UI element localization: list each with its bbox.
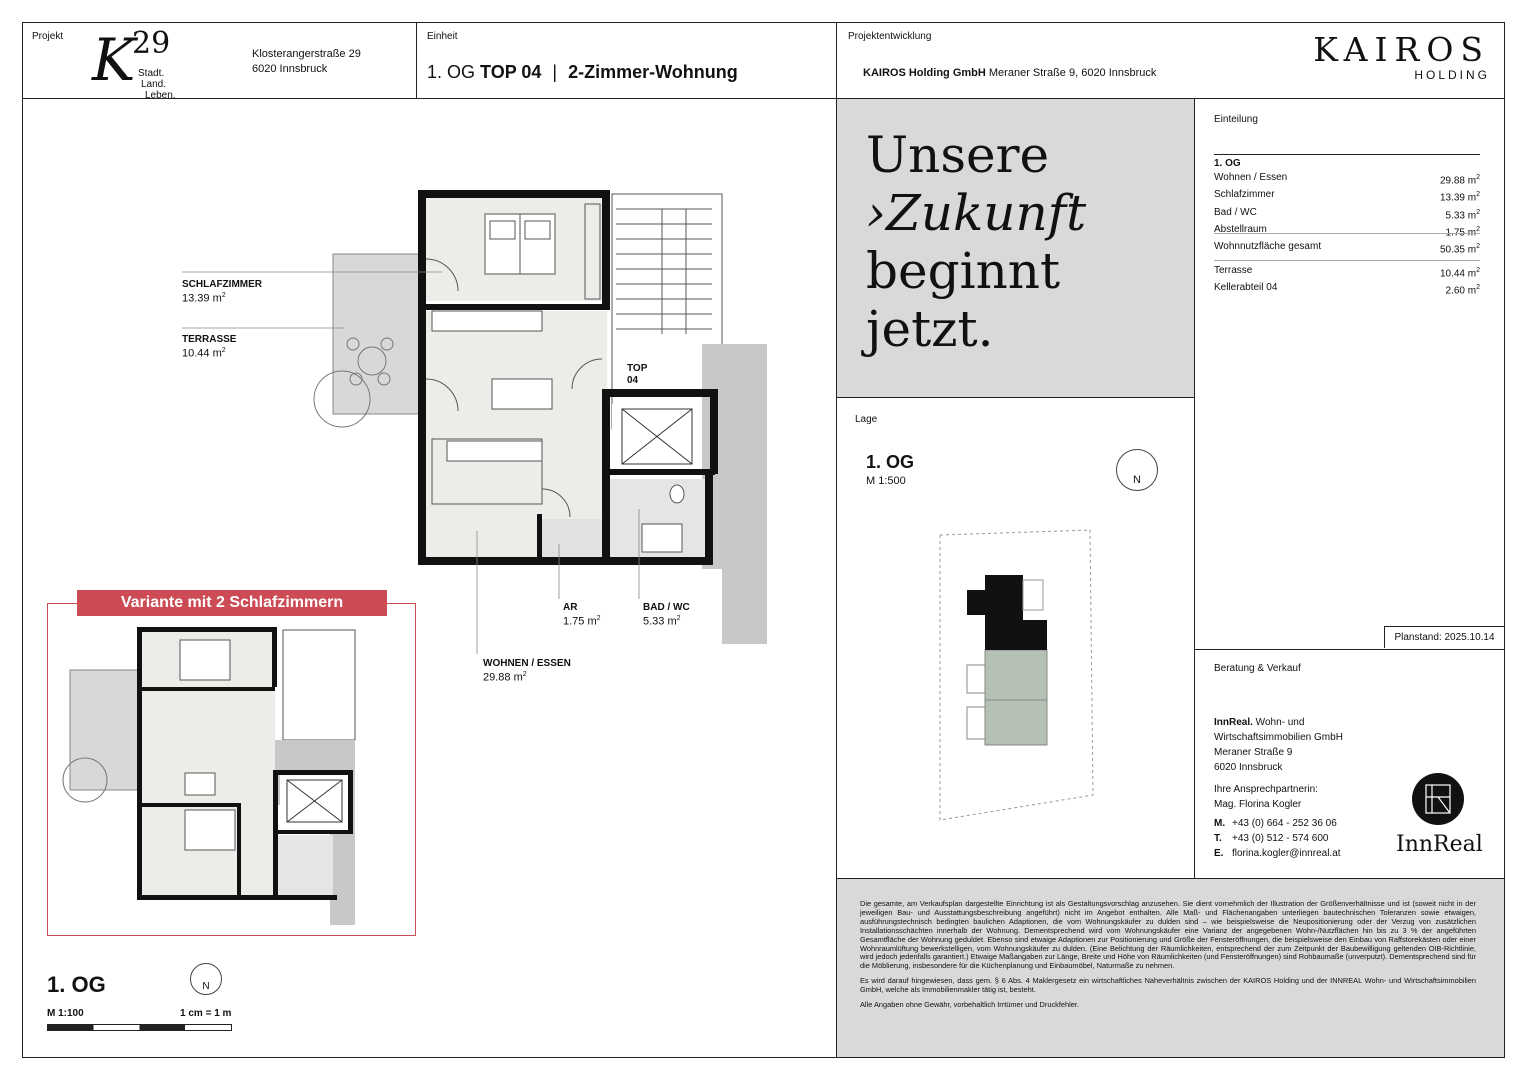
phone-link[interactable]: +43 (0) 512 - 574 600 xyxy=(1232,833,1329,844)
beratung-phones xyxy=(1214,816,1341,861)
unit-separator: | xyxy=(552,62,558,82)
bad-label: BAD / WC xyxy=(643,602,690,613)
schlafzimmer-area: 13.39 $m^2$ xyxy=(182,292,226,305)
terrasse-label: TERRASSE xyxy=(182,334,237,345)
logo-k: K xyxy=(92,26,136,94)
lage-label: Lage xyxy=(855,414,878,425)
terrasse-area: 10.44 $m^2$ xyxy=(182,347,226,360)
extra-row: Terrasse 10.44 $m^2$ xyxy=(1214,265,1480,280)
lage-scale: M 1:500 xyxy=(866,475,906,487)
north-arrow-icon: N xyxy=(190,963,222,995)
total-row: Wohnnutzfläche gesamt 50.35 $m^2$ xyxy=(1214,241,1480,256)
room-row: Bad / WC 5.33 $m^2$ xyxy=(1214,206,1480,221)
wohnen-label: WOHNEN / ESSEN xyxy=(483,658,571,669)
einheit-label: Einheit xyxy=(427,31,458,42)
disclaimer: Die gesamte, am Verkaufsplan dargestellte Einrichtung ist als Gestaltungsvorschlag anzusehen. Sie dient vornehmlich der Illustration der Größenverhältnisse und ist (soweit nicht in der jeweiligen Bau- und Ausstattungsbeschreibung angeführt) nicht im Angebot enthalten. Alle Maß- und Flächenangaben unterliegen bautechnischen Toleranzen sowie etwaigen, ausführungstechnisch bedingten baulichen Adaptionen, die vom Wohnungskäufer zu dulden sind – wie beispielsweise die Neupositionierung oder der Verzug von zusätzlichen Installationsschächten innerhalb der Wohnung. Dementsprechend wird vom Wohnungskäufer eine Varianz der angegebenen Wohn-/Nutzflächen hin bis zu 3 % der angeführten Gesamtfläche der Wohnung geduldet. Ebenso sind etwaige Adaptionen zur Positionierung und Größe der Fensteröffnungen, die beispielsweise den Einbau von Raffstorekästen oder einer Wohnraumlüftung bewerkstelligen, vom Wohnungskäufer zu dulden. (Eine Belichtung der Räumlichkeiten, entsprechend der zum Zeitpunkt der Baubewilligung geltenden OIB-Richtlinie, wird jedoch jedenfalls garantiert.) Etwaige Maßangaben zur Länge, Breite und Höhe von Räumlichkeiten (und Fensteröffnungen) sind Rohbaumaße (unverputzt). Dementsprechend sind für die Möblierung, insbesondere für die Küchenplanung und Einbaumöbel, Naturmaße zu nehmen. Es wird darauf hingewiesen, dass gem. § 6 Abs. 4 Maklergesetz ein wirtschaftliches Naheverhältnis zwischen der KAIROS Holding und der INNREAL Wohn- und Wirtschaftsimmobilien GmbH, welche als Immobilienmakler tätig ist, besteht. Alle Angaben ohne Gewähr, vorbehaltlich Irrtümer und Druckfehler. xyxy=(837,879,1504,1057)
bad-area: 5.33 $m^2$ xyxy=(643,615,681,628)
room-row: Abstellraum 1.75 $m^2$ xyxy=(1214,223,1480,239)
room-list xyxy=(1214,171,1480,240)
projekt-label: Projekt xyxy=(32,31,64,42)
lage-floor: 1. OG xyxy=(866,452,915,472)
beratung-contact: Ihre Ansprechpartnerin: Mag. Florina Kogler xyxy=(1214,784,1318,810)
projektentwicklung-label: Projektentwicklung xyxy=(848,31,932,42)
extra-row: Kellerabteil 04 2.60 $m^2$ xyxy=(1214,282,1480,297)
wohnen-area: 29.88 $m^2$ xyxy=(483,671,527,684)
logo-tagline: Stadt. Land. Leben. xyxy=(138,68,176,101)
scale-bar xyxy=(47,1024,232,1031)
unit-top: TOP 04 xyxy=(480,62,542,82)
unit-type: 2-Zimmer-Wohnung xyxy=(568,62,738,82)
developer-info: KAIROS Holding GmbH Meraner Straße 9, 6020 Innsbruck xyxy=(863,67,1157,79)
variant-title: Variante mit 2 Schlafzimmern xyxy=(77,590,387,616)
header-col-divider-1 xyxy=(416,22,417,98)
logo-29: 29 xyxy=(132,26,171,61)
right-col-divider xyxy=(1194,98,1195,878)
plan-floor: 1. OG xyxy=(47,972,106,997)
mobile-row: M. +43 (0) 664 - 252 36 06 xyxy=(1214,818,1337,829)
room-row: Wohnen / Essen 29.88 $m^2$ xyxy=(1214,172,1480,187)
unit-floor: 1. OG xyxy=(427,62,476,82)
extras-list xyxy=(1214,264,1480,299)
project-address: Klosterangerstraße 29 6020 Innsbruck xyxy=(252,48,361,75)
plan-scale: M 1:100 xyxy=(47,1008,84,1019)
planstand: Planstand: 2025.10.14 xyxy=(1384,626,1504,648)
einteilung-rule-3 xyxy=(1214,260,1480,261)
schlafzimmer-label: SCHLAFZIMMER xyxy=(182,279,262,290)
ar-area: 1.75 $m^2$ xyxy=(563,615,601,628)
floor-plan-main xyxy=(22,99,836,659)
innreal-logo-text: InnReal xyxy=(1396,832,1483,857)
k29-logo xyxy=(90,26,200,101)
einteilung-top-rule xyxy=(1214,154,1480,155)
beratung-label: Beratung & Verkauf xyxy=(1214,663,1301,674)
ar-label: AR xyxy=(563,602,578,613)
variant-floor-plan xyxy=(55,625,410,930)
site-plan xyxy=(935,525,1095,825)
room-row: Schlafzimmer 13.39 $m^2$ xyxy=(1214,189,1480,204)
plan-scale-ratio: 1 cm = 1 m xyxy=(180,1008,232,1019)
mobile-link[interactable]: +43 (0) 664 - 252 36 06 xyxy=(1232,818,1337,829)
innreal-logo-icon xyxy=(1412,773,1464,825)
unit-title xyxy=(427,62,738,83)
beratung-address: InnReal. Wohn- und Wirtschaftsimmobilien GmbH Meraner Straße 9 6020 Innsbruck xyxy=(1214,717,1343,773)
einteilung-floor: 1. OG xyxy=(1214,158,1241,169)
phone-row: T. +43 (0) 512 - 574 600 xyxy=(1214,833,1329,844)
slogan: Unsere ›Zukunft beginnt jetzt. xyxy=(866,126,1087,358)
innreal-mark xyxy=(1412,773,1464,825)
einteilung-label: Einteilung xyxy=(1214,114,1258,125)
slogan-divider xyxy=(836,397,1194,398)
lage-north-arrow-icon: N xyxy=(1116,449,1158,491)
email-link[interactable]: florina.kogler@innreal.at xyxy=(1232,848,1341,859)
email-row: E. florina.kogler@innreal.at xyxy=(1214,848,1341,859)
top-04-label: TOP 04 xyxy=(627,363,648,386)
kairos-logo: KAIROS HOLDING xyxy=(1313,30,1490,82)
beratung-divider xyxy=(1194,649,1505,650)
einteilung-rule-2 xyxy=(1214,233,1480,234)
